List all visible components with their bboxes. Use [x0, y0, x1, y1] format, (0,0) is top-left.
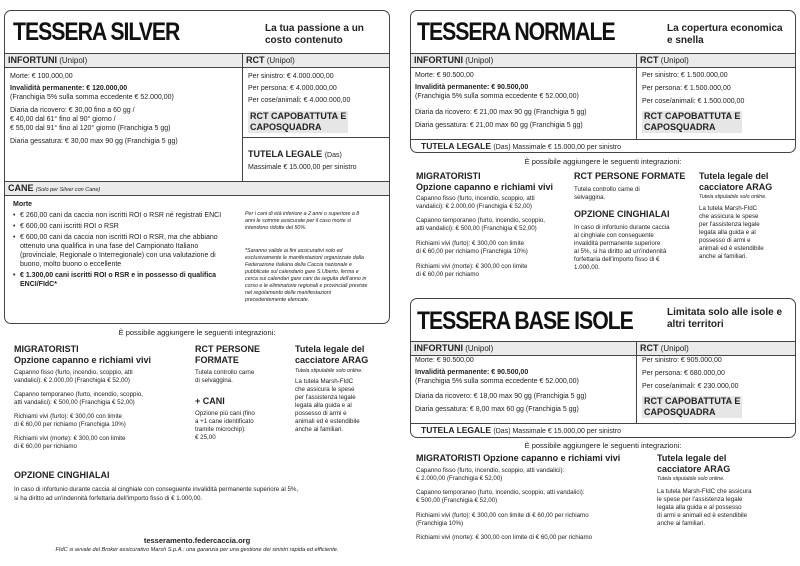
silver-rct-header: RCT (Unipol) [243, 54, 390, 68]
normale-rct-sinistro: Per sinistro: € 1.500.000,00 [642, 72, 728, 79]
normale-arag-desc: La tutela Marsh-FIdC che assicura le spese per l'assistenza legale legata alla guida e al possesso di armi e animali ed è estendibile anche ai familiari. [699, 205, 764, 260]
normale-migr-l7: Richiami vivi (morte): € 300,00 con limite [416, 263, 528, 270]
normale-migr-l3: Capanno temporaneo (furto, incendio, scoppio, [416, 217, 545, 224]
silver-migr-l4: atti vandalici): € 500,00 (Franchigia € 52,00) [14, 399, 135, 406]
normale-morte: Morte: € 90.500,00 [415, 72, 474, 79]
silver-infortuni-header: INFORTUNI (Unipol) [5, 54, 242, 68]
normale-migr-l6: di € 60,00 per richiamo (Franchigia 10%) [416, 248, 528, 255]
list-item: • € 600,00 cani da caccia non iscritti ROI o RSR, ma che abbiano ottenuto una qualifica in una fase del Campionato Italiano (provinciale, Regionale o Interregionale) con una valutazione di buono, molto buono o eccellente [13, 233, 228, 269]
silver-cani-title: + CANI [195, 396, 225, 406]
silver-arag-desc: La tutela Marsh-FIdC che assicura le spese per l'assistenza legale legata alla guida e al possesso di armi e animali ed è estendibile anche ai familiari. [295, 378, 360, 433]
silver-migr-l3: Capanno temporaneo (furto, incendio, scoppio, [14, 391, 143, 398]
tessera-normale-card [410, 10, 796, 153]
silver-rctp-title: RCT PERSONE FORMATE [195, 344, 261, 365]
normale-cingh-desc: In caso di infortunio durante caccia al cinghiale con conseguente invalidità permanente superiore al 5%, si ha diritto ad un'indennità forfettaria dell'importo fisso di € 1.000,00. [574, 224, 670, 271]
silver-tutela-title: TUTELA LEGALE (Das) [248, 149, 342, 159]
silver-arag-sub: Tutela stipulabile solo online. [295, 368, 363, 374]
isole-diaria: Diaria da ricovero: € 18,00 max 90 gg (Franchigia 5 gg) [415, 393, 587, 400]
isole-morte: Morte: € 90.500,00 [415, 357, 474, 364]
list-item: • € 600,00 cani iscritti ROI o RSR [13, 222, 228, 231]
silver-rctp-d1: Tutela controllo carne [195, 369, 255, 376]
normale-tutela: TUTELA LEGALE (Das) Massimale € 15.000,00 per sinistro [421, 141, 622, 151]
silver-tutela-massimale: Massimale € 15.000,00 per sinistro [248, 164, 357, 171]
silver-cane-note-1: Per i cani di età inferiore a 2 anni o superiore a 8 anni le somme assicurate per il caso morte si intendono ridotte del 50%. [245, 211, 360, 231]
silver-rctp-d2: di selvaggina. [195, 377, 233, 384]
isole-arag-title: Tutela legale del cacciatore ARAG [657, 453, 731, 474]
isole-invalidita: Invalidità permanente: € 90.500,00 [415, 369, 529, 376]
isole-tutela: TUTELA LEGALE (Das) Massimale € 15.000,00 per sinistro [421, 425, 622, 435]
silver-diaria-3: € 55,00 dal 91° fino al 120° giorno (Franchigia 5 gg) [10, 125, 171, 132]
isole-tagline: Limitata solo alle isole e altri territori [667, 307, 783, 330]
isole-migr-l1: Capanno fisso (furto, incendio, scoppio, atti vandalici): [416, 467, 565, 474]
normale-rctp-title: RCT PERSONE FORMATE [574, 171, 686, 181]
silver-integrazioni: È possibile aggiungere le seguenti integrazioni: [118, 328, 276, 337]
normale-gessatura: Diaria gessatura: € 21,00 max 60 gg (Franchigia 5 gg) [415, 122, 583, 129]
isole-migr-l4: € 500,00 (Franchigia € 52,00) [416, 497, 498, 504]
normale-migr-title: MIGRATORISTI Opzione capanno e richiami vivi [416, 171, 554, 192]
silver-diaria-1: Diaria da ricovero: € 30,00 fino a 60 gg / [10, 107, 135, 114]
normale-migr-l8: di € 60,00 per richiamo [416, 271, 479, 278]
silver-migr-l2: vandalici): € 2.000,00 (Franchigia € 52,00) [14, 377, 130, 384]
silver-cingh-d1: In caso di infortunio durante caccia al cinghiale con conseguente invalidità permanente superiore al 5%, [14, 486, 299, 493]
tessera-isole-card [410, 298, 796, 438]
normale-tagline: La copertura economica e snella [667, 23, 783, 46]
silver-capobattuta: RCT CAPOBATTUTA E CAPOSQUADRA [250, 111, 347, 132]
isole-migr-l3: Capanno temporaneo (furto, incendio, scoppio, atti vandalici): [416, 489, 585, 496]
isole-capobattuta: RCT CAPOBATTUTA E CAPOSQUADRA [644, 396, 741, 417]
isole-arag-sub: Tutela stipulabile solo online. [657, 476, 725, 482]
silver-morte: Morte: € 100.000,00 [10, 73, 73, 80]
isole-integrazioni: È possibile aggiungere le seguenti integrazioni: [524, 441, 682, 450]
silver-cani-c2: a +1 cane identificato [195, 418, 254, 425]
silver-migr-l1: Capanno fisso (furto, incendio, scoppio, atti [14, 369, 133, 376]
silver-rct-cose: Per cose/animali: € 4.000.000,00 [248, 97, 351, 104]
silver-title: TESSERA SILVER [13, 18, 180, 46]
silver-tagline: La tua passione a un costo contenuto [265, 23, 364, 46]
silver-rct-persona: Per persona: € 4.000.000,00 [248, 85, 337, 92]
silver-migr-l6: di € 60,00 per richiamo (Franchigia 10%) [14, 421, 126, 428]
silver-cani-c4: € 25,00 [195, 434, 216, 441]
isole-rct-sinistro: Per sinistro: € 905.000,00 [642, 357, 722, 364]
silver-migr-l8: di € 60,00 per richiamo [14, 443, 77, 450]
normale-arag-title: Tutela legale del cacciatore ARAG [699, 171, 773, 192]
normale-migr-l1: Capanno fisso (furto, incendio, scoppio, atti [416, 195, 535, 202]
tessera-silver-card [4, 10, 390, 324]
silver-migr-title: MIGRATORISTI Opzione capanno e richiami vivi [14, 344, 152, 365]
normale-rct-header: RCT (Unipol) [637, 54, 796, 68]
silver-cane-header: CANE (Solo per Silver con Cane) [5, 182, 390, 196]
normale-invalidita: Invalidità permanente: € 90.500,00 [415, 84, 529, 91]
silver-cingh-title: OPZIONE CINGHIALAI [14, 470, 110, 480]
silver-rct-sinistro: Per sinistro: € 4.000.000,00 [248, 73, 334, 80]
normale-capobattuta: RCT CAPOBATTUTA E CAPOSQUADRA [644, 111, 741, 132]
silver-cane-note-2: *Saranno valide ai fini assicurativi solo ed esclusivamente le manifestazioni organizzate dalla Federazione Italiana della Caccia nazionale e pubblicate sul calendario gare S.Uberto, ferma e cerca sui calendari gare cani da seguita dell'anno in corso e le eliminatorie regionali e provinciali previste nel regolamento delle manifestazioni precedentemente elencate. [245, 248, 368, 303]
isole-arag-desc: La tutela Marsh-FIdC che assicura le spese per l'assistenza legale legata alla guida e al possesso di armi e animali ed è estendibile anche ai familiari. [657, 488, 752, 527]
normale-cingh-title: OPZIONE CINGHIALAI [574, 209, 670, 219]
silver-cani-c1: Opzione più cani (fino [195, 410, 255, 417]
footer-note: FIdC si avvale del Broker assicurativo Marsh S.p.A.: una garanzia per una gestione dei sinistri rapida ed efficiente. [55, 547, 339, 553]
normale-title: TESSERA NORMALE [417, 18, 615, 46]
normale-franchigia: (Franchigia 5% sulla somma eccedente € 52.000,00) [415, 93, 579, 100]
isole-migr-l7: Richiami vivi (morte): € 300,00 con limite di € 60,00 per richiamo [416, 534, 593, 541]
isole-migr-title: MIGRATORISTI Opzione capanno e richiami vivi [416, 453, 621, 463]
footer-url[interactable]: tesseramento.federcaccia.org [143, 536, 251, 545]
isole-migr-l5: Richiami vivi (furto): € 300,00 con limite di € 60,00 per richiamo [416, 512, 589, 519]
silver-franchigia: (Franchigia 5% sulla somma eccedente € 52.000,00) [10, 94, 174, 101]
list-item: • € 1.300,00 cani iscritti ROI o RSR e in possesso di qualifica ENCI/FIdC* [13, 271, 228, 289]
isole-infortuni-header: INFORTUNI (Unipol) [411, 342, 636, 356]
silver-cane-list [13, 211, 228, 291]
normale-rctp-d1: Tutela controllo carne di [574, 186, 640, 193]
normale-integrazioni: È possibile aggiungere le seguenti integrazioni: [524, 157, 682, 166]
normale-arag-sub: Tutela stipulabile solo online. [699, 194, 767, 200]
isole-migr-l6: (Franchigia 10%) [416, 520, 464, 527]
normale-infortuni-header: INFORTUNI (Unipol) [411, 54, 636, 68]
isole-rct-header: RCT (Unipol) [637, 342, 796, 356]
isole-franchigia: (Franchigia 5% sulla somma eccedente € 52.000,00) [415, 378, 579, 385]
silver-arag-title: Tutela legale del cacciatore ARAG [295, 344, 369, 365]
silver-cani-c3: tramite microchip): [195, 426, 246, 433]
silver-diaria-2: € 40,00 dal 61° fino al 90° giorno / [10, 116, 116, 123]
silver-cingh-d2: si ha diritto ad un'indennità forfettaria dell'importo fisso di € 1.000,00. [14, 495, 203, 502]
isole-migr-l2: € 2.000,00 (Franchigia € 52,00) [416, 475, 503, 482]
isole-rct-persona: Per persona: € 680.000,00 [642, 370, 725, 377]
normale-rctp-d2: selvaggina. [574, 194, 606, 201]
isole-rct-cose: Per cose/animali: € 230.000,00 [642, 383, 739, 390]
normale-migr-l2: vandalici): € 2.000,00 (Franchigia € 52,00) [416, 203, 532, 210]
isole-gessatura: Diaria gessatura: € 8,00 max 60 gg (Franchigia 5 gg) [415, 406, 579, 413]
normale-migr-l4: atti vandalici): € 500,00 (Franchigia € 52,00) [416, 225, 537, 232]
silver-gessatura: Diaria gessatura: € 30,00 max 90 gg (Franchigia 5 gg) [10, 138, 178, 145]
isole-title: TESSERA BASE ISOLE [417, 307, 633, 335]
silver-cane-morte: Morte [13, 201, 33, 208]
normale-diaria: Diaria da ricovero: € 21,00 max 90 gg (Franchigia 5 gg) [415, 109, 587, 116]
normale-migr-l5: Richiami vivi (furto): € 300,00 con limite [416, 240, 524, 247]
silver-migr-l7: Richiami vivi (morte): € 300,00 con limite [14, 435, 126, 442]
normale-rct-cose: Per cose/animali: € 1.500.000,00 [642, 98, 745, 105]
silver-migr-l5: Richiami vivi (furto): € 300,00 con limite [14, 413, 122, 420]
normale-rct-persona: Per persona: € 1.500.000,00 [642, 85, 731, 92]
list-item: • € 260,00 cani da caccia non iscritti ROI o RSR né registrati ENCI [13, 211, 228, 220]
silver-invalidita: Invalidità permanente: € 120.000,00 [10, 85, 128, 92]
